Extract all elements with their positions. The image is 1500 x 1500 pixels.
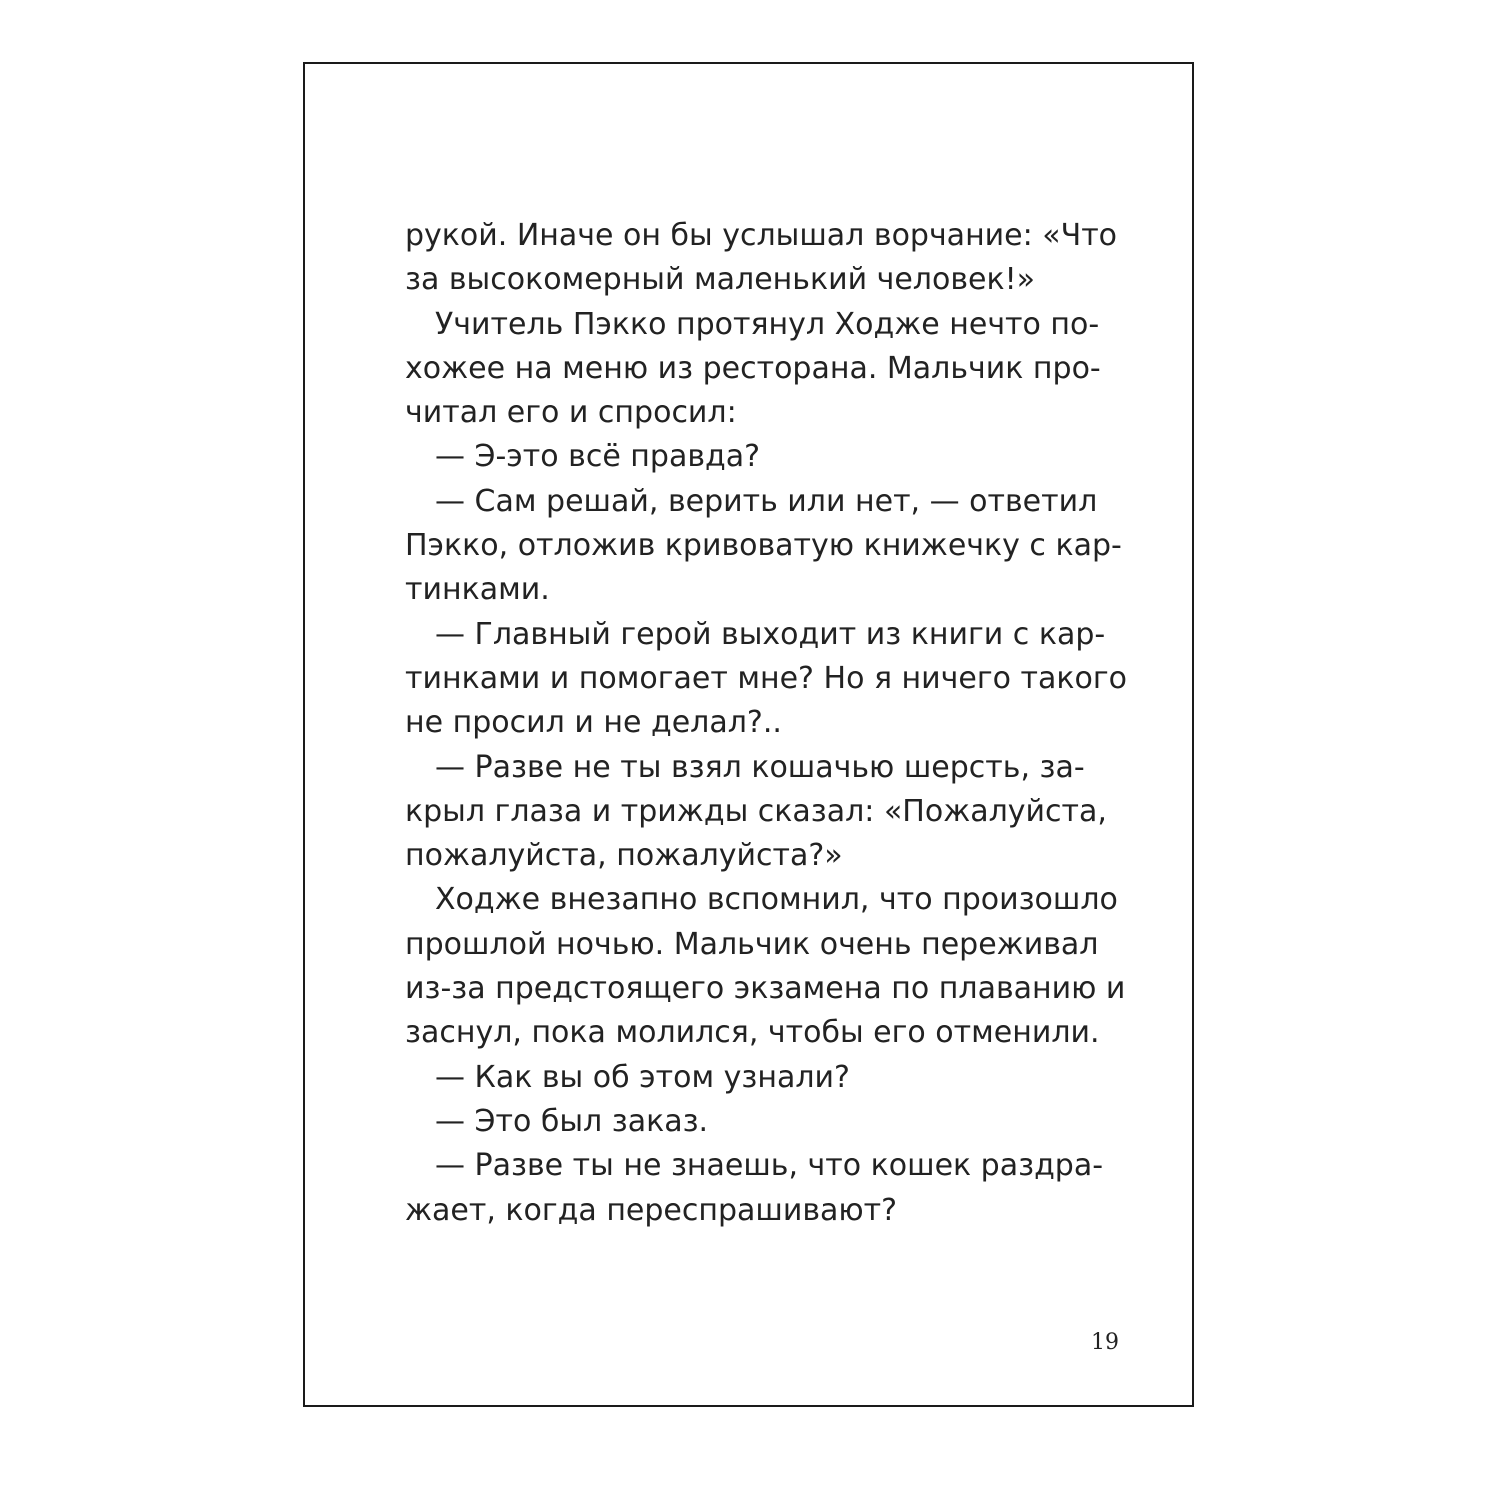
text-line: — Как вы об этом узнали? bbox=[435, 1059, 850, 1095]
text-line: — Это был заказ. bbox=[435, 1103, 709, 1139]
text-line: пожалуйста, пожалуйста?» bbox=[405, 838, 843, 874]
text-line: — Разве ты не знаешь, что кошек раздра- bbox=[435, 1148, 1104, 1184]
text-line: рукой. Иначе он бы услышал ворчание: «Что bbox=[405, 218, 1118, 253]
text-line: — Разве не ты взял кошачью шерсть, за- bbox=[435, 749, 1085, 785]
page-number: 19 bbox=[1091, 1330, 1119, 1355]
text-line: тинками. bbox=[405, 572, 550, 608]
text-line: — Э-это всё правда? bbox=[435, 439, 761, 475]
text-line: прошлой ночью. Мальчик очень переживал bbox=[405, 926, 1099, 962]
text-line: из-за предстоящего экзамена по плаванию и bbox=[405, 971, 1126, 1007]
text-line: — Главный герой выходит из книги с кар- bbox=[435, 616, 1106, 652]
text-line: тинками и помогает мне? Но я ничего такого bbox=[405, 660, 1127, 696]
text-line: — Сам решай, верить или нет, — ответил bbox=[435, 483, 1098, 519]
text-line: хожее на меню из ресторана. Мальчик про- bbox=[405, 350, 1101, 386]
text-line: заснул, пока молился, чтобы его отменили. bbox=[405, 1015, 1100, 1051]
text-line: не просил и не делал?.. bbox=[405, 705, 782, 741]
text-line: читал его и спросил: bbox=[405, 395, 737, 431]
text-line: крыл глаза и трижды сказал: «Пожалуйста, bbox=[405, 793, 1107, 829]
page-body-text bbox=[405, 214, 1127, 1233]
text-line: Пэкко, отложив кривоватую книжечку с кар- bbox=[405, 528, 1122, 564]
text-line: Ходже внезапно вспомнил, что произошло bbox=[435, 882, 1118, 918]
text-line: Учитель Пэкко протянул Ходже нечто по- bbox=[435, 306, 1100, 342]
text-line: за высокомерный маленький человек!» bbox=[405, 262, 1035, 298]
text-line: жает, когда переспрашивают? bbox=[405, 1192, 898, 1228]
book-page bbox=[303, 62, 1194, 1407]
